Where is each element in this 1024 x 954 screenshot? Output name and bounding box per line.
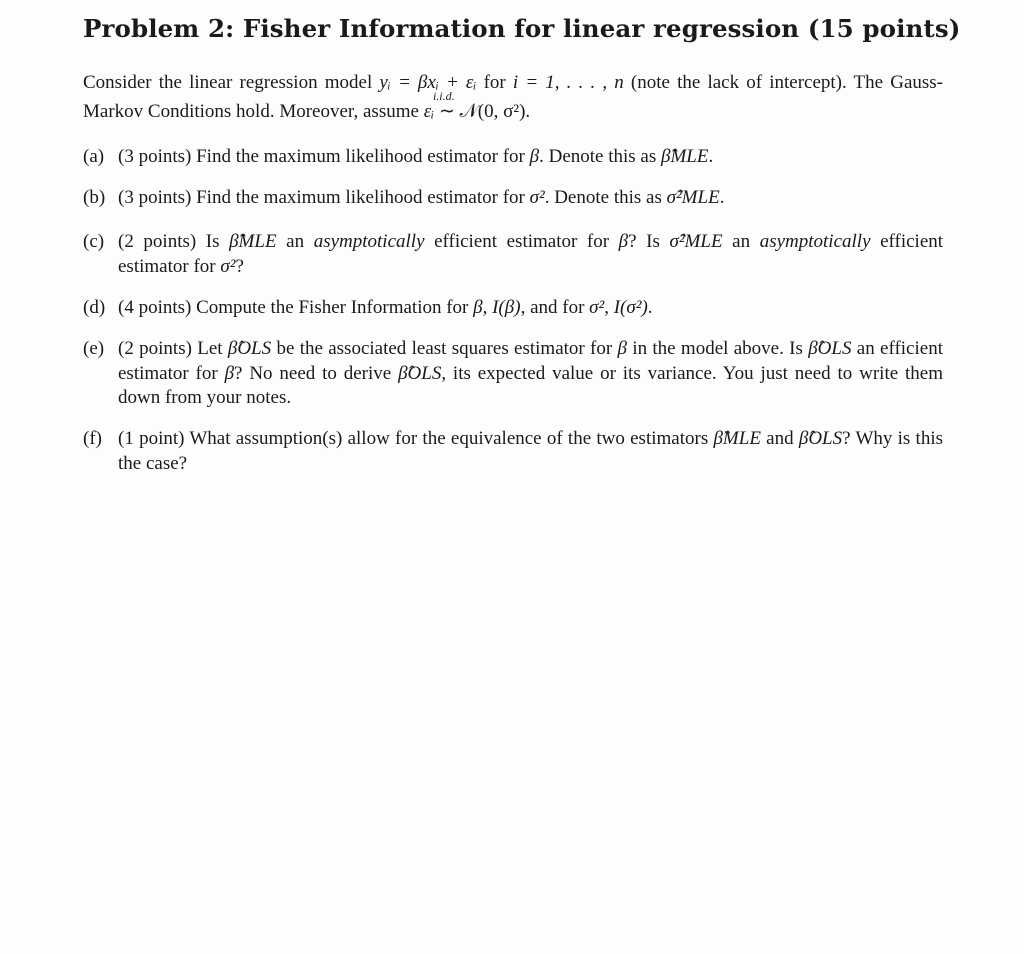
beta-mle-symbol: β̂MLE [661,146,709,167]
error-term: εᵢ [423,101,435,122]
question-a [83,145,943,186]
question-text: (4 points) Compute the Fisher Information for β, I(β), and for σ², I(σ²). [118,297,653,318]
beta-ols-symbol: β̂OLS [398,362,442,384]
intro-text-4: . [525,101,531,122]
fisher-info-beta: I(β) [492,297,521,318]
fisher-info-sigma2: I(σ²) [613,297,648,318]
tilde-symbol: ∼ [438,101,455,122]
question-f [83,427,943,476]
beta-ols-symbol: β̂OLS [798,428,843,449]
beta-symbol: β [529,146,540,167]
beta-symbol: β [473,297,483,318]
index-range: i = 1, . . . , n [512,72,624,93]
intro-text-3: (note the lack of intercept). The Gauss-Markov Conditions hold. Moreover, assume [83,72,944,122]
beta-ols-symbol: β̂OLS [808,338,852,359]
sigma2-mle-symbol: σ̂²MLE [669,231,723,252]
question-text: (2 points) Is β̂MLE an asymptotically efficient estimator for β? Is σ̂²MLE an asymptotically efficient estimator for σ²? [118,231,944,277]
sigma2-symbol: σ² [529,187,545,208]
sigma2-mle-symbol: σ̂²MLE [666,187,720,208]
model-equation: yᵢ = βxᵢ + εᵢ [379,72,477,93]
question-label: (f) [83,428,102,449]
beta-mle-symbol: β̂MLE [713,428,761,449]
question-label: (d) [83,297,106,318]
question-text: (1 point) What assumption(s) allow for the equivalence of the two estimators β̂MLE and β̂OLS? Why is this the case? [118,428,943,474]
sigma2-symbol: σ² [589,297,605,318]
beta-symbol: β [617,338,627,359]
question-label: (b) [83,187,106,208]
normal-distribution: 𝒩(0, σ²) [459,101,526,122]
question-list [83,145,943,476]
question-text: (2 points) Let β̂OLS be the associated least squares estimator for β in the model above. Is β̂OLS an efficient estimator for β? No need to derive β̂OLS, its expected value or its variance. You just need to write them down from your notes. [118,338,943,408]
problem-title: Problem 2: Fisher Information for linear regression (15 points) [83,14,961,43]
beta-symbol: β [224,362,235,384]
iid-label: i.i.d. [432,89,455,103]
intro-text-1: Consider the linear regression model [83,72,380,93]
question-label: (c) [83,231,105,252]
question-text: (3 points) Find the maximum likelihood estimator for β. Denote this as β̂MLE. [118,146,714,167]
question-label: (a) [83,146,105,167]
question-text: (3 points) Find the maximum likelihood estimator for σ². Denote this as σ̂²MLE. [118,187,725,208]
question-c [83,230,943,296]
sigma2-symbol: σ² [220,255,236,277]
question-b [83,186,943,230]
beta-symbol: β [618,231,629,252]
question-d [83,296,943,337]
problem-intro [83,68,943,126]
beta-ols-symbol: β̂OLS [227,338,272,359]
beta-mle-symbol: β̂MLE [229,231,277,252]
iid-tilde [432,89,455,126]
question-e [83,337,943,427]
question-label: (e) [83,338,105,359]
intro-text-2: for [476,72,513,93]
